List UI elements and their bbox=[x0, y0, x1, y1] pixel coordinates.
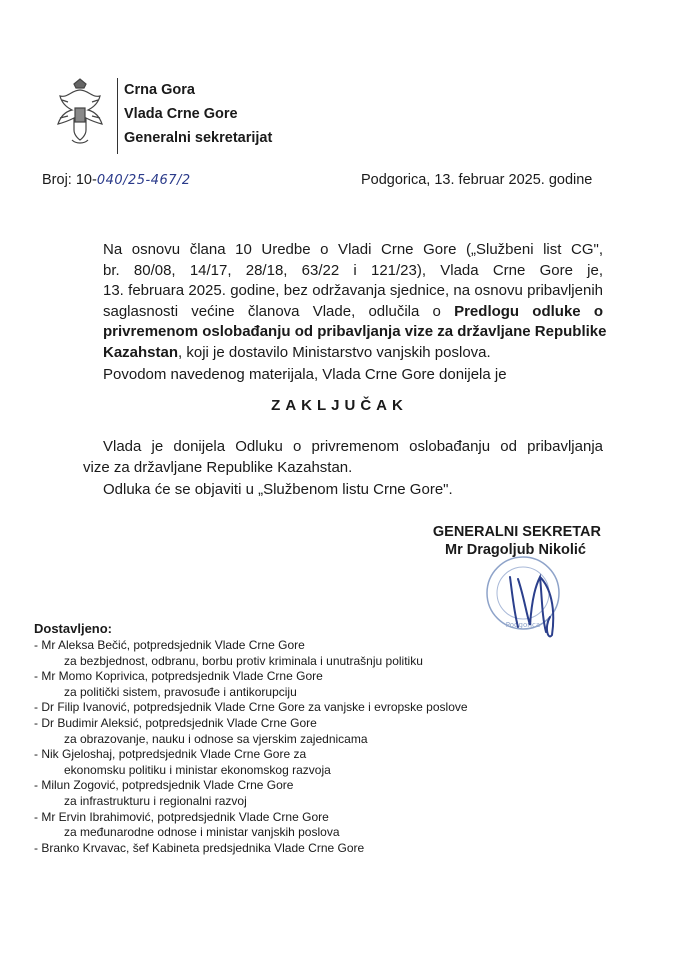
distribution-title: Dostavljeno: bbox=[34, 621, 113, 636]
paragraph-adoption: Povodom navedenog materijala, Vlada Crne Gore donijela je bbox=[103, 366, 507, 383]
place-date: Podgorica, 13. februar 2025. godine bbox=[361, 172, 593, 188]
handwritten-reference: 040/25-467/2 bbox=[96, 173, 191, 188]
list-item-continuation: ekonomsku politiku i ministar ekonomskog razvoja bbox=[64, 762, 331, 777]
list-item: - Mr Aleksa Bečić, potpredsjednik Vlade Crne Gore bbox=[34, 638, 305, 652]
header-divider bbox=[117, 78, 118, 154]
list-item-continuation: za bezbjednost, odbranu, borbu protiv kriminala i unutrašnju politiku bbox=[64, 653, 423, 668]
list-item: - Branko Krvavac, šef Kabineta predsjednika Vlade Crne Gore bbox=[34, 840, 365, 855]
signatory-name: Mr Dragoljub Nikolić bbox=[445, 542, 586, 558]
reference-label: Broj: 10- bbox=[42, 172, 97, 188]
list-item-continuation: za međunarodne odnose i ministar vanjskih poslova bbox=[64, 825, 340, 840]
list-item: - Dr Filip Ivanović, potpredsjednik Vlade Crne Gore za vanjske i evropske poslove bbox=[34, 700, 468, 715]
distribution-list bbox=[34, 638, 468, 856]
list-item: - Mr Ervin Ibrahimović, potpredsjednik Vlade Crne Gore bbox=[34, 809, 329, 824]
list-item: - Mr Momo Koprivica, potpredsjednik Vlade Crne Gore bbox=[34, 669, 323, 684]
paragraph-decision bbox=[83, 437, 603, 478]
list-item: - Dr Budimir Aleksić, potpredsjednik Vlade Crne Gore bbox=[34, 715, 317, 730]
paragraph-publication: Odluka će se objaviti u „Službenom listu Crne Gore". bbox=[103, 481, 453, 498]
p1-bold-c: Kazahstan bbox=[103, 343, 179, 361]
p1-line-3: 13. februara 2025. godine, bez održavanja sjednice, na osnovu pribavljenih bbox=[103, 282, 603, 299]
list-item: - Milun Zogović, potpredsjednik Vlade Crne Gore bbox=[34, 778, 294, 793]
list-item-continuation: za obrazovanje, nauku i odnose sa vjerskim zajednicama bbox=[64, 731, 368, 746]
reference-number bbox=[42, 172, 191, 188]
coat-of-arms-icon bbox=[54, 78, 106, 146]
header-government: Vlada Crne Gore bbox=[124, 106, 238, 122]
signatory-title: GENERALNI SEKRETAR bbox=[432, 524, 601, 540]
header-office: Generalni sekretarijat bbox=[124, 130, 273, 146]
paragraph-legal-basis bbox=[103, 240, 607, 363]
header-country: Crna Gora bbox=[124, 82, 195, 98]
list-item: - Nik Gjeloshaj, potpredsjednik Vlade Crne Gore za bbox=[34, 747, 307, 762]
list-item-continuation: za infrastrukturu i regionalni razvoj bbox=[64, 793, 247, 808]
p1-line-2: br. 80/08, 14/17, 28/18, 63/22 i 121/23), Vlada Crne Gore je, bbox=[103, 261, 603, 279]
p3-line-2: vize za državljane Republike Kazahstan. bbox=[83, 458, 353, 476]
p1-line-6: Kazahstan, koji je dostavilo Ministarstvo vanjskih poslova. bbox=[103, 343, 491, 361]
p3-line-1: Vlada je donijela Odluku o privremenom oslobađanju od pribavljanja bbox=[103, 438, 603, 455]
stamp-text: Podgorica bbox=[505, 621, 541, 629]
p1-line-5 bbox=[103, 322, 607, 343]
p1-bold-a: Predlogu odluke o bbox=[454, 302, 604, 320]
list-item-continuation: za politički sistem, pravosuđe i antikorupciju bbox=[64, 684, 297, 699]
p1-bold-b: privremenom oslobađanju od pribavljanja vize za državljane Republike bbox=[103, 323, 607, 340]
p1-line-4: saglasnosti većine članova Vlade, odlučila o Predlogu odluke o bbox=[103, 302, 604, 320]
conclusion-title: ZAKLJUČAK bbox=[271, 397, 408, 414]
handwritten-signature-icon bbox=[500, 557, 570, 647]
p1-line-1: Na osnovu člana 10 Uredbe o Vladi Crne Gore („Službeni list CG", bbox=[103, 241, 603, 258]
